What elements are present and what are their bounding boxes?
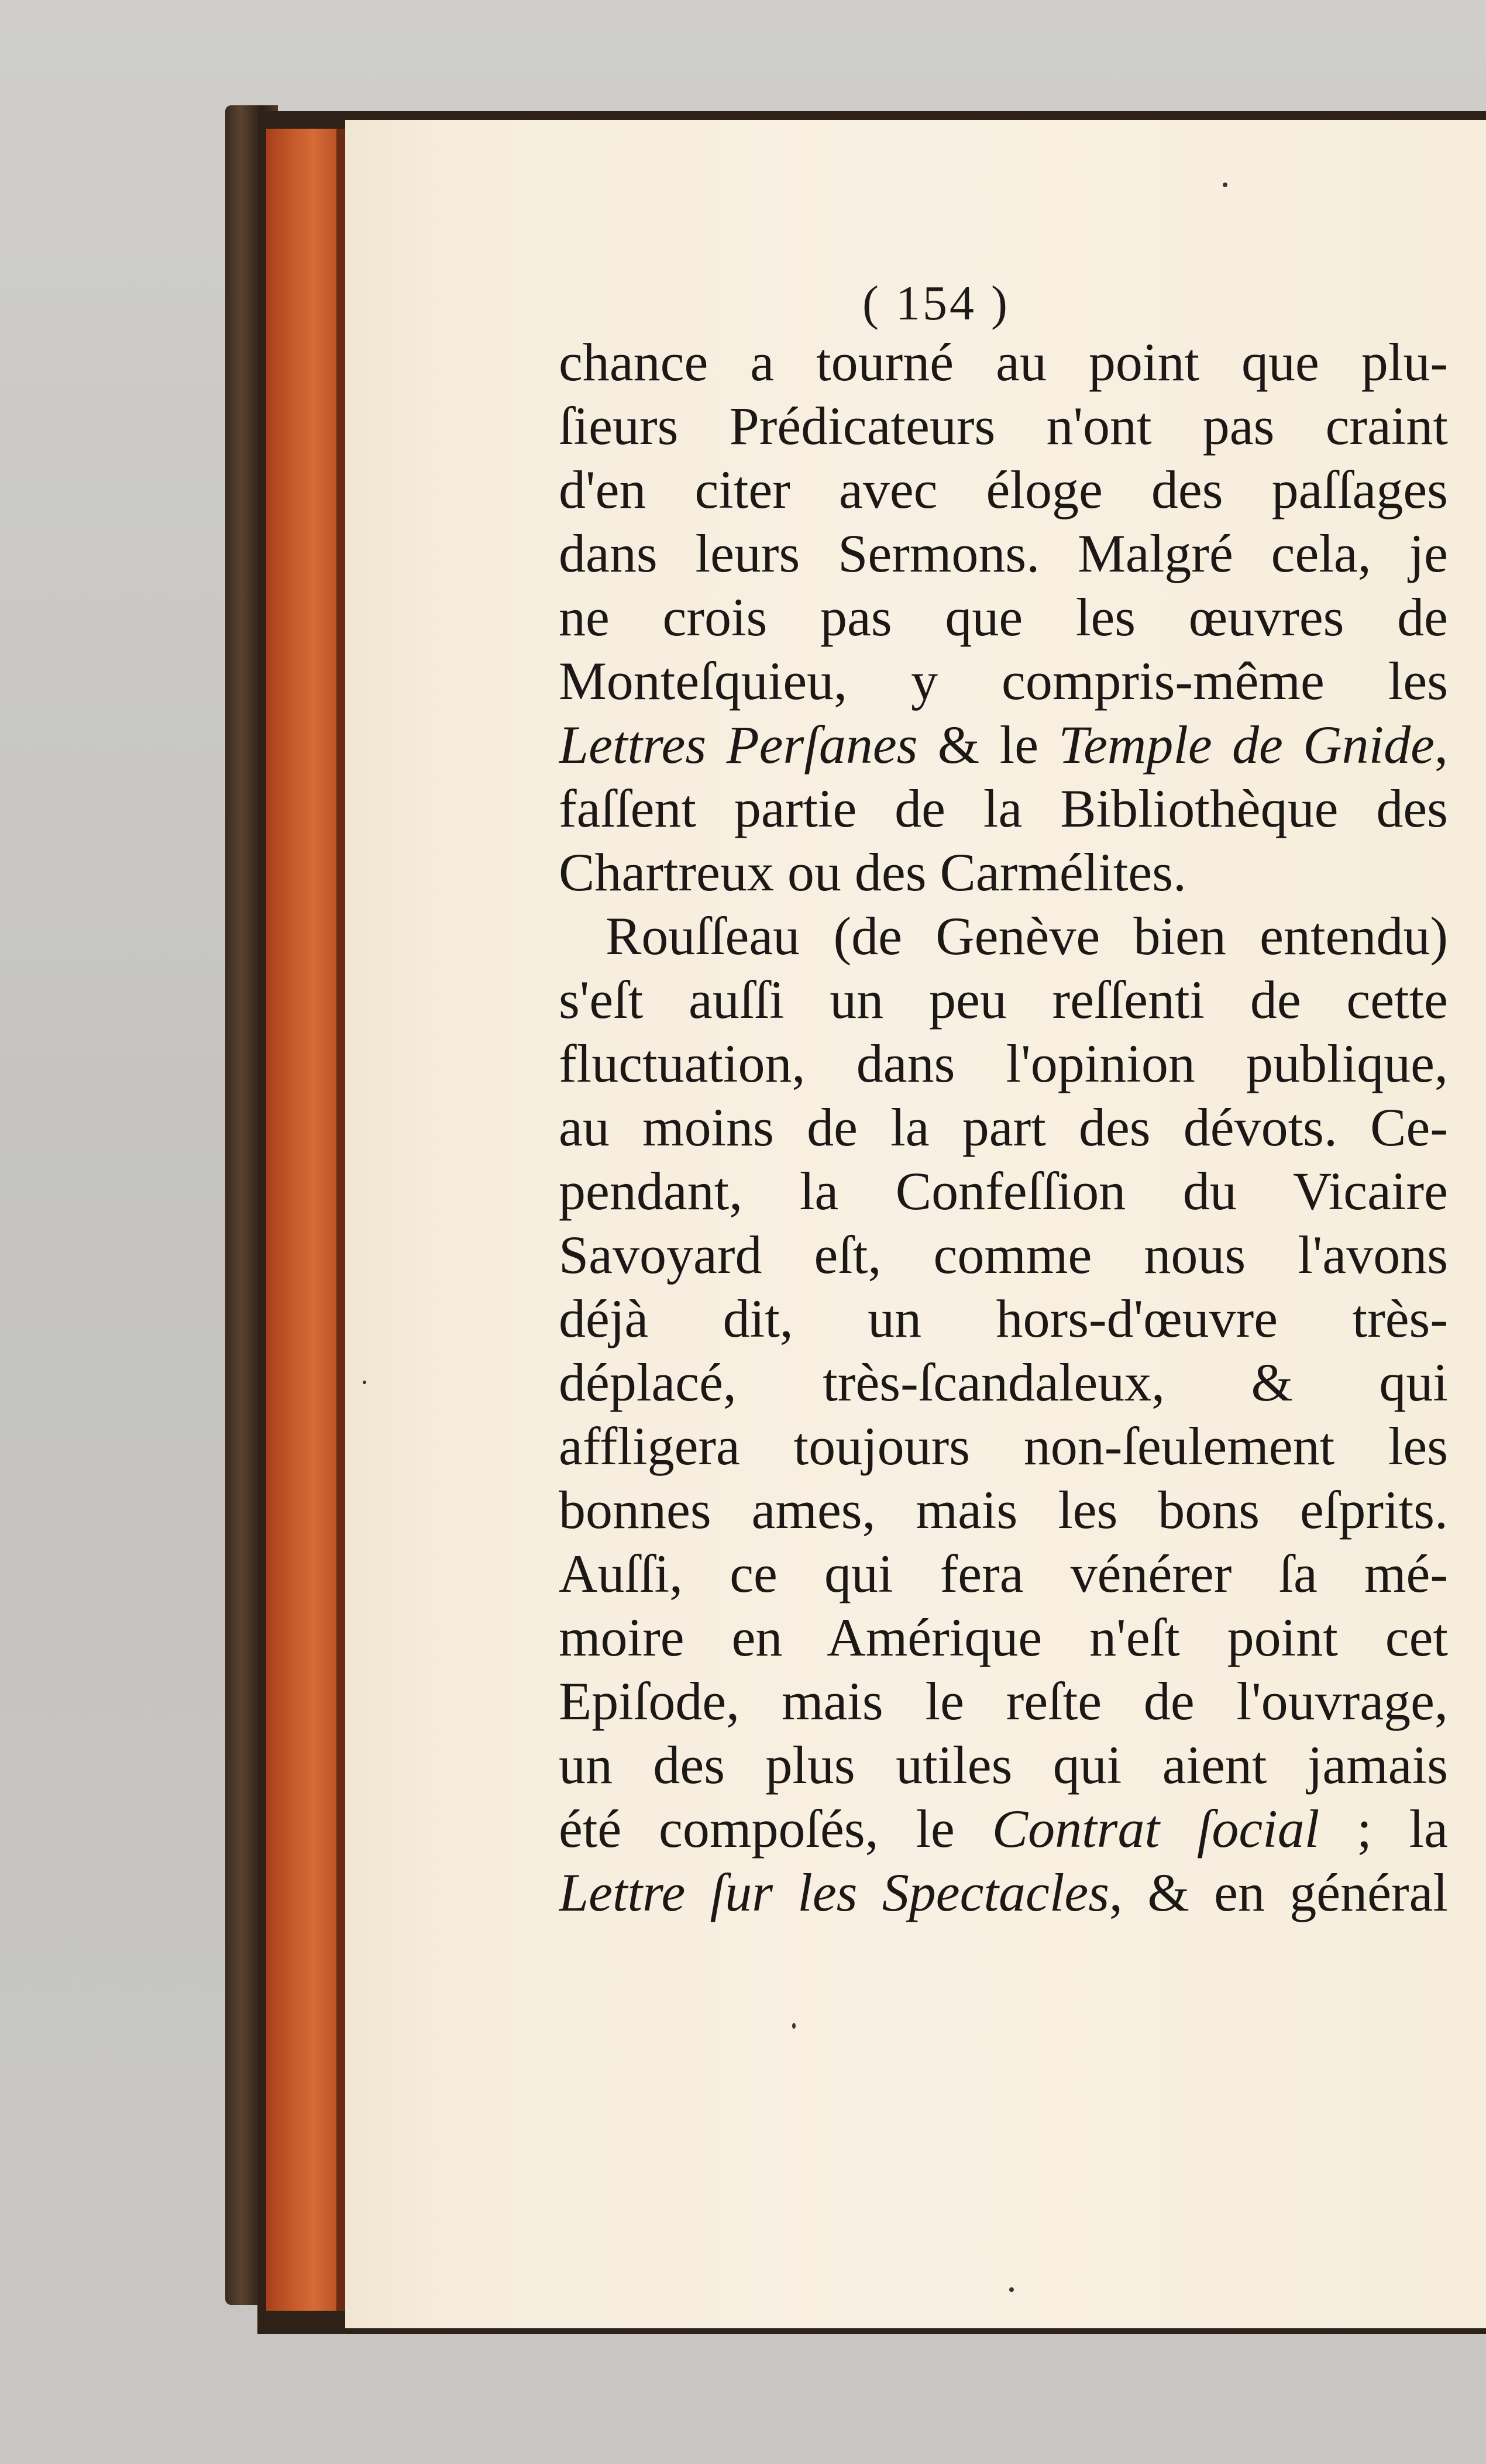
- text-line: déjà dit, un hors-d'œuvre très-: [559, 1289, 1448, 1348]
- text-line: d'en citer avec éloge des paſſages: [559, 460, 1448, 519]
- italic-title: Contrat ſocial: [992, 1799, 1320, 1859]
- text-line: fluctuation, dans l'opinion publique,: [559, 1034, 1448, 1093]
- text-line: ne crois pas que les œuvres de: [559, 587, 1448, 647]
- text-line: bonnes ames, mais les bons eſprits.: [559, 1480, 1448, 1540]
- italic-title: Lettre ſur les Spectacles: [559, 1863, 1110, 1922]
- text-line: faſſent partie de la Bibliothèque des: [559, 779, 1448, 838]
- text-line: Auſſi, ce qui fera vénérer ſa mé-: [559, 1544, 1448, 1603]
- text-line: Monteſquieu, y compris-même les: [559, 651, 1448, 711]
- paper-speck: [363, 1381, 366, 1384]
- text-line: moire en Amérique n'eſt point cet: [559, 1608, 1448, 1667]
- italic-title: Lettres Perſanes: [559, 715, 918, 775]
- text-line: au moins de la part des dévots. Ce-: [559, 1097, 1448, 1157]
- text-line: Lettres Perſanes & le Temple de Gnide,: [559, 715, 1448, 775]
- text-line: un des plus utiles qui aient jamais: [559, 1735, 1448, 1795]
- text-line: dans leurs Sermons. Malgré cela, je: [559, 524, 1448, 583]
- red-page-edge: [266, 129, 345, 2311]
- text-line: ſieurs Prédicateurs n'ont pas craint: [559, 396, 1448, 456]
- body-text: [559, 331, 1448, 1925]
- paper-speck: [792, 2023, 796, 2029]
- text-line: Chartreux ou des Carmélites.: [559, 842, 1187, 902]
- text-line: affligera toujours non-ſeulement les: [559, 1416, 1448, 1476]
- page-number: ( 154 ): [862, 276, 1010, 331]
- text-line: Rouſſeau (de Genève bien entendu): [606, 906, 1448, 966]
- text-line: s'eſt auſſi un peu reſſenti de cette: [559, 970, 1448, 1030]
- text-line: chance a tourné au point que plu-: [559, 332, 1448, 392]
- text-line: Lettre ſur les Spectacles, & en général: [559, 1863, 1448, 1922]
- text-line: pendant, la Confeſſion du Vicaire: [559, 1161, 1448, 1221]
- paper-speck: [1009, 2287, 1014, 2292]
- paper-speck: [1223, 183, 1227, 187]
- text-line: été compoſés, le Contrat ſocial ; la: [559, 1799, 1448, 1859]
- italic-title: Temple de Gnide: [1058, 715, 1435, 775]
- text-line: Epiſode, mais le reſte de l'ouvrage,: [559, 1671, 1448, 1731]
- text-line: déplacé, très-ſcandaleux, & qui: [559, 1353, 1448, 1412]
- text-line: Savoyard eſt, comme nous l'avons: [559, 1225, 1448, 1285]
